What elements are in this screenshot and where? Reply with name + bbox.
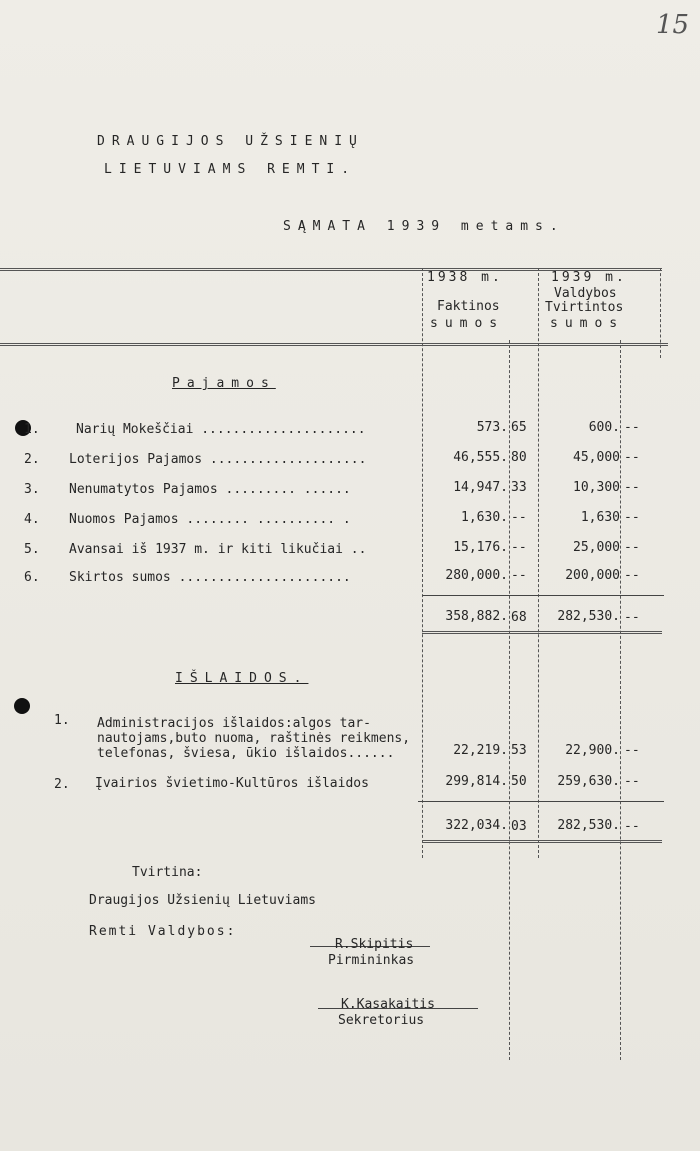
- expense-total-1939: 282,530.: [557, 818, 620, 833]
- income-row-1938: 15,176.: [453, 540, 508, 555]
- income-row-1939-cents: --: [624, 450, 640, 465]
- income-row-label: Nuomos Pajamos ........ .......... .: [69, 512, 351, 527]
- punch-hole: [14, 698, 30, 714]
- income-total-1939: 282,530.: [557, 609, 620, 624]
- income-row-label: Avansai iš 1937 m. ir kiti likučiai ..: [69, 542, 367, 557]
- col-1938-sub2: sumos: [430, 316, 505, 331]
- expense-row-1939-cents: --: [624, 774, 640, 789]
- col-1939-sub1: Valdybos: [554, 286, 617, 301]
- income-row-1939: 45,000: [573, 450, 620, 465]
- col-1938-sub1: Faktinos: [437, 299, 500, 314]
- income-row-1938-cents: 80: [511, 450, 527, 465]
- income-row-num: 2.: [24, 452, 40, 467]
- expense-row-label-line2: nautojams,buto nuoma, raštinės reikmens,: [97, 731, 411, 746]
- income-row-1939: 25,000: [573, 540, 620, 555]
- expense-total-1938: 322,034.: [445, 818, 508, 833]
- col-divider-right: [660, 268, 661, 358]
- income-row-1939-cents: --: [624, 540, 640, 555]
- income-row-1938: 573.: [476, 420, 508, 435]
- income-row-num: 5.: [24, 542, 40, 557]
- income-row-1938-cents: --: [511, 568, 527, 583]
- income-row-1939: 1,630: [580, 510, 620, 525]
- secretary-signature: K.Kasakaitis: [341, 997, 435, 1012]
- col-1939-sub3: sumos: [550, 316, 625, 331]
- expense-sum-rule: [418, 801, 664, 802]
- income-row-label: Skirtos sumos ......................: [69, 570, 351, 585]
- org-name-line1: DRAUGIJOS UŽSIENIŲ: [97, 134, 364, 149]
- income-total-1938: 358,882.: [445, 609, 508, 624]
- income-row-num: 6.: [24, 570, 40, 585]
- approval-board-line: Remti Valdybos:: [89, 924, 237, 939]
- cents-divider-1938: [509, 340, 510, 1060]
- expense-total-1939-cents: --: [624, 819, 640, 834]
- income-row-1939: 200,000: [565, 568, 620, 583]
- chairman-signature: R.Skipitis: [335, 937, 414, 952]
- income-row-1938: 280,000.: [445, 568, 508, 583]
- income-row-1938: 1,630.: [461, 510, 508, 525]
- income-row-1938: 14,947.: [453, 480, 508, 495]
- chairman-title: Pirmininkas: [328, 953, 415, 968]
- expense-row-1939: 259,630.: [557, 774, 620, 789]
- col-1939-sub2: Tvirtintos: [545, 300, 624, 315]
- income-total-1938-cents: 68: [511, 610, 527, 625]
- income-total-1939-cents: --: [624, 610, 640, 625]
- secretary-title: Sekretorius: [338, 1013, 425, 1028]
- income-row-1938: 46,555.: [453, 450, 508, 465]
- expense-row-1938-cents: 53: [511, 743, 527, 758]
- expense-row-label-line3: telefonas, šviesa, ūkio išlaidos......: [97, 746, 395, 761]
- income-row-1939-cents: --: [624, 420, 640, 435]
- expense-row-1939-cents: --: [624, 743, 640, 758]
- col-divider-left: [422, 268, 423, 858]
- income-row-1938-cents: 65: [511, 420, 527, 435]
- income-row-num: 3.: [24, 482, 40, 497]
- page-number: 15: [656, 10, 690, 40]
- cents-divider-1939: [620, 340, 621, 1060]
- col-1939-year: 1939 m.: [551, 270, 627, 285]
- col-divider-mid: [538, 268, 539, 858]
- income-row-1939: 10,300: [573, 480, 620, 495]
- income-row-label: Loterijos Pajamos ....................: [69, 452, 367, 467]
- income-total-rule: [422, 631, 662, 634]
- expenses-heading: IŠLAIDOS.: [175, 671, 309, 686]
- expense-total-rule: [422, 840, 662, 843]
- income-row-num: 1.: [24, 422, 40, 437]
- income-sum-rule: [422, 595, 664, 596]
- income-row-1939-cents: --: [624, 510, 640, 525]
- approval-org-line: Draugijos Užsienių Lietuviams: [89, 893, 316, 908]
- income-row-1938-cents: 33: [511, 480, 527, 495]
- expense-row-1938: 22,219.: [453, 743, 508, 758]
- header-bottom-rule: [0, 343, 668, 346]
- org-name-line2: LIETUVIAMS REMTI.: [104, 162, 357, 177]
- income-row-1939-cents: --: [624, 480, 640, 495]
- income-row-1939-cents: --: [624, 568, 640, 583]
- income-row-1938-cents: --: [511, 510, 527, 525]
- income-heading: Pajamos: [172, 376, 276, 391]
- expense-row-1939: 22,900.: [565, 743, 620, 758]
- income-row-1939: 600.: [588, 420, 620, 435]
- income-row-1938-cents: --: [511, 540, 527, 555]
- expense-row-1938-cents: 50: [511, 774, 527, 789]
- income-row-num: 4.: [24, 512, 40, 527]
- document-title: SĄMATA 1939 metams.: [283, 219, 565, 234]
- col-1938-year: 1938 m.: [427, 270, 503, 285]
- expense-total-1938-cents: 03: [511, 819, 527, 834]
- expense-row-num: 2.: [54, 777, 70, 792]
- expense-row-1938: 299,814.: [445, 774, 508, 789]
- expense-row-num: 1.: [54, 713, 70, 728]
- expense-row-label-line1: Įvairios švietimo-Kultūros išlaidos: [95, 776, 369, 791]
- expense-row-label-line1: Administracijos išlaidos:algos tar-: [97, 716, 371, 731]
- approval-label: Tvirtina:: [132, 865, 203, 880]
- income-row-label: Narių Mokeščiai .....................: [76, 422, 366, 437]
- income-row-label: Nenumatytos Pajamos ......... ......: [69, 482, 351, 497]
